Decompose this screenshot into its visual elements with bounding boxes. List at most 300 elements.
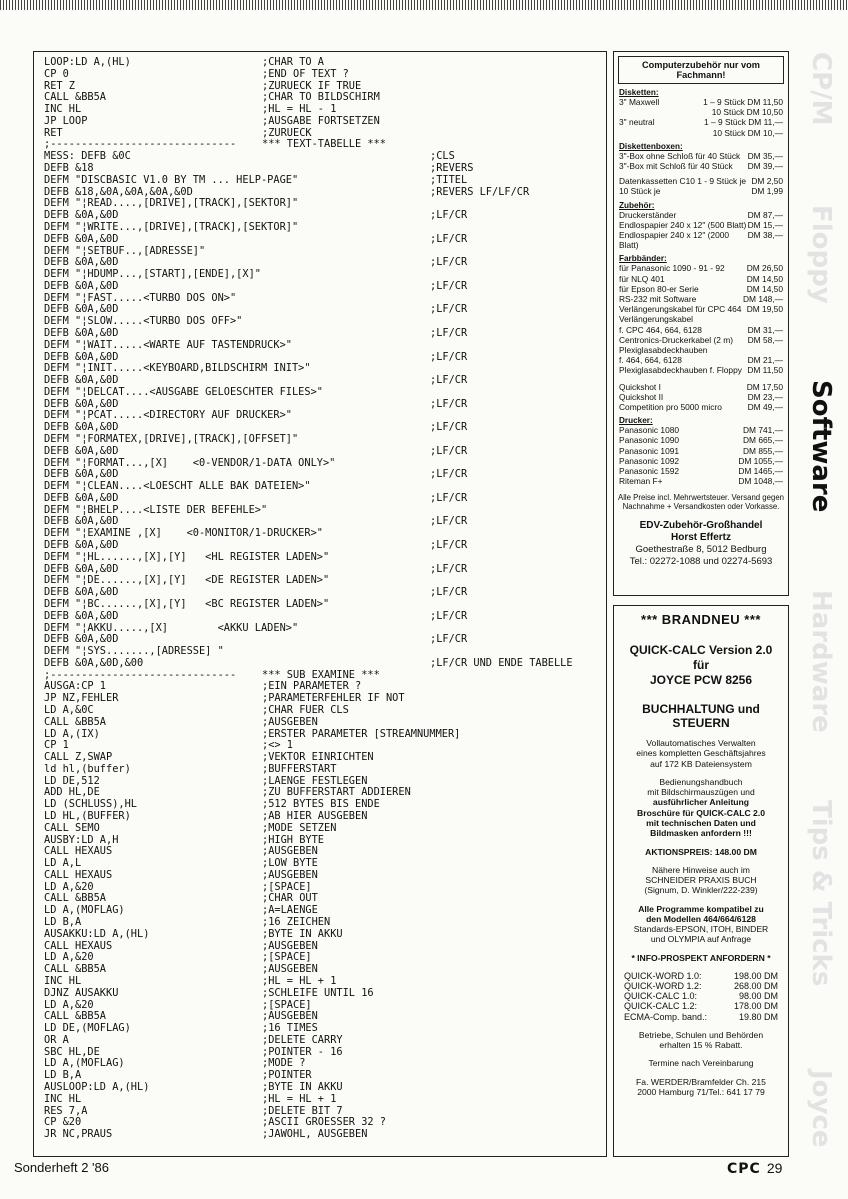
code-line [44,316,604,328]
side-tab-cpm: CP/M [806,52,836,126]
code-comment: ;BYTE IN AKKU [262,927,343,940]
item-price: DM 15,— [747,219,783,230]
price-row [619,210,783,220]
code-line [44,246,604,258]
info-prospekt: * INFO-PROSPEKT ANFORDERN * [631,952,771,963]
code-comment: ;EIN PARAMETER ? [262,680,362,693]
code-instruction: INC HL [44,103,82,116]
code-instruction: DEFM "¦BC......,[X],[Y] <BC REGISTER LADEN>" [44,597,330,610]
item-label: 3"-Box ohne Schloß für 40 Stück [619,150,741,161]
code-comment: ;LF/CR [430,397,468,410]
code-comment: ;LF/CR [430,586,468,599]
code-instruction: DEFM "¦SLOW.....<TURBO DOS OFF>" [44,315,243,328]
code-instruction: CALL &BB5A [44,1010,106,1023]
code-instruction: DEFM "¦HL......,[X],[Y] <HL REGISTER LADEN>" [44,550,330,563]
code-instruction: DEFM "¦FORMAT...,[X] <0-VENDOR/1-DATA ONLY>" [44,456,336,469]
code-line [44,1082,604,1094]
code-instruction: CALL HEXAUS [44,868,113,881]
code-line [44,552,604,564]
code-comment: ;REVERS LF/LF/CR [430,185,530,198]
item-label: für NLQ 401 [619,273,665,284]
code-comment: ;AB HIER AUSGEBEN [262,810,368,822]
item-price: 10 Stück DM 10,50 [711,107,783,118]
code-instruction: DEFB &0A,&0D [44,562,119,575]
side-tab-tips: Tips & Tricks [806,800,836,987]
code-comment: ;A=LAENGE [262,904,318,917]
code-instruction: DEFB &0A,&0D [44,209,119,222]
price-row [619,476,783,486]
code-comment: ;<> 1 [262,739,293,752]
item-price: DM 665,— [742,435,783,446]
quickshot-section [614,382,788,413]
code-comment: ;AUSGABE FORTSETZEN [262,114,380,127]
item-price: DM 855,— [742,445,783,456]
book-hint: Nähere Hinweise auch im SCHNEIDER PRAXIS BUCH (Signum, D. Winkler/222-239) [644,864,758,896]
code-instruction: DEFM "¦SYS.......,[ADRESSE] " [44,645,224,658]
price-row [619,304,783,314]
code-comment: ;AUSGEBEN [262,963,318,976]
code-line [44,222,604,234]
code-line [44,410,604,422]
code-instruction: CP 1 [44,739,69,752]
code-instruction: CALL HEXAUS [44,939,113,952]
code-instruction: DEFM "¦WRITE...,[DRIVE],[TRACK],[SEKTOR]" [44,220,299,233]
item-label: Panasonic 1091 [619,445,680,456]
code-line [44,175,604,187]
item-label: Plexiglasabdeckhauben f. Floppy [619,365,742,376]
code-comment: ;LF/CR [430,562,468,575]
item-price: DM 1055,— [738,455,783,466]
item-price: DM 14,50 [746,283,783,294]
code-line [44,729,604,741]
code-line [44,57,604,69]
code-comment: ;REVERS [430,162,474,175]
code-comment: *** SUB EXAMINE *** [262,668,380,681]
code-comment: ;MODE ? [262,1057,306,1070]
code-line [44,340,604,352]
price-row [619,314,783,324]
price-row [619,263,783,273]
diskettenboxen-section: Diskettenboxen: 3"-Box ohne Schloß für 40 Stück DM 35,— 3"-Box mit Schloß für 40 Stück DM 39,— Datenkassetten C10 1 - 9 Stück je DM 2,50 10 Stück je DM 1,99 [619,141,783,197]
company-address: EDV-Zubehör-Großhandel Horst Effertz Goethestraße 8, 5012 Bedburg Tel.: 02272-1088 und 02274-5693 [629,519,773,567]
code-line [44,611,604,623]
code-instruction: LD A,(MOFLAG) [44,1057,125,1070]
code-line [44,882,604,894]
code-comment: ;ZURUECK IF TRUE [262,79,362,92]
code-instruction: DEFM "¦AKKU.....,[X] <AKKU LADEN>" [44,621,299,634]
code-instruction: DEFB &0A,&0D [44,421,119,434]
code-line [44,929,604,941]
code-instruction: CP &20 [44,1116,82,1129]
price-row [619,107,783,117]
code-comment: ;LF/CR [430,609,468,622]
code-line [44,1058,604,1070]
code-line [44,1035,604,1047]
code-comment: ;LF/CR [430,209,468,222]
item-label: Panasonic 1092 [619,455,680,466]
item-label: Endlospapier 240 x 12" (2000 Blatt) [619,230,730,251]
code-comment: ;[SPACE] [262,951,312,964]
code-comment: ;LF/CR [430,374,468,387]
code-comment: ;AUSGEBEN [262,845,318,858]
code-line [44,858,604,870]
cpc-logo: CPC [727,1161,761,1177]
code-comment: ;VEKTOR EINRICHTEN [262,751,374,764]
price-row [619,230,783,250]
code-line [44,281,604,293]
price-row [619,186,783,196]
handbook-info: Bedienungshandbuch mit Bildschirmauszügen und ausführlicher Anleitung Broschüre für QUICK-CALC 2.0 mit technischen Daten und Bildmasken anfordern !!! [637,776,765,839]
code-instruction: DEFM "DISCBASIC V1.0 BY TM ... HELP-PAGE" [44,173,299,186]
item-price: DM 58,— [747,334,783,345]
item-label: Datenkassetten C10 1 - 9 Stück je [619,176,747,187]
code-comment: ;[SPACE] [262,880,312,893]
code-comment: ;AUSGEBEN [262,868,318,881]
code-comment: ;LF/CR [430,350,468,363]
code-comment: ;END OF TEXT ? [262,67,349,80]
code-line [44,870,604,882]
code-instruction: DEFB &0A,&0D [44,303,119,316]
item-label: Centronics-Druckerkabel (2 m) [619,334,734,345]
code-comment: ;POINTER [262,1069,312,1082]
code-line [44,328,604,340]
code-instruction: DEFB &0A,&0D,&00 [44,656,144,669]
code-instruction: DEFM "¦DE......,[X],[Y] <DE REGISTER LADEN>" [44,574,330,587]
code-line [44,293,604,305]
item-price: DM 38,— [747,230,783,241]
code-comment: ;LF/CR [430,491,468,504]
price-row [619,456,783,466]
code-instruction: CALL HEXAUS [44,845,113,858]
drucker-section: Drucker: Panasonic 1080 DM 741,— Panasonic 1090 DM 665,— Panasonic 1091 DM 855,— Panasonic 1092 DM 1055,— Panasonic 1592 DM 1465,— Riteman F+ DM 1048,— [619,416,783,487]
item-price: 1 – 9 Stück DM 11,— [704,117,783,128]
code-comment: ;LF/CR [430,232,468,245]
code-comment: ;LF/CR [430,444,468,457]
code-instruction: DEFB &18 [44,162,94,175]
price-row [624,1012,778,1022]
code-comment: ;16 TIMES [262,1022,318,1035]
item-price: DM 19,50 [746,304,783,315]
code-instruction: CALL SEMO [44,821,100,834]
code-instruction: CALL &BB5A [44,91,106,104]
code-line [44,446,604,458]
issue-label: Sonderheft 2 '86 [14,1160,109,1175]
code-line [44,658,604,670]
code-comment: ;LOW BYTE [262,857,318,870]
code-comment: ;CHAR TO A [262,56,324,68]
item-price: DM 1465,— [738,466,783,477]
price-row [619,345,783,355]
code-instruction: JP LOOP [44,114,88,127]
code-comment: ;TITEL [430,173,468,186]
code-line [44,493,604,505]
code-line [44,151,604,163]
price-row [624,991,778,1001]
code-line [44,528,604,540]
compatibility-info: Alle Programme kompatibel zu den Modellen 464/664/6128 Standards-EPSON, ITOH, BINDER und OLYMPIA auf Anfrage [633,903,769,945]
item-price: 10 Stück DM 10,— [712,127,783,138]
item-label: für Panasonic 1090 - 91 - 92 [619,263,725,274]
price-row [619,176,783,186]
code-instruction: DEFM "¦FORMATEX,[DRIVE],[TRACK],[OFFSET]" [44,433,299,445]
code-comment: ;LF/CR [430,468,468,481]
price-row [619,117,783,127]
item-label: QUICK-WORD 1.0: [624,970,702,981]
price-row [619,151,783,161]
code-instruction: DEFM "¦HDUMP...,[START],[ENDE],[X]" [44,268,261,281]
item-price: DM 31,— [747,324,783,335]
side-tab-hardware: Hardware [806,590,836,733]
code-line [44,941,604,953]
code-instruction: DEFB &18,&0A,&0A,&0A,&0D [44,185,193,198]
code-line [44,505,604,517]
code-comment: ;LF/CR UND ENDE TABELLE [430,656,573,669]
code-line [44,705,604,717]
price-row [619,284,783,294]
code-instruction: DEFB &0A,&0D [44,539,119,552]
item-label: Competition pro 5000 micro [619,402,722,413]
item-label: Endlospapier 240 x 12" (500 Blatt) [619,219,747,230]
code-instruction: DEFB &0A,&0D [44,468,119,481]
code-instruction: DEFB &0A,&0D [44,444,119,457]
item-price: DM 23,— [747,391,783,402]
code-line [44,458,604,470]
code-line [44,976,604,988]
item-label: Riteman F+ [619,476,663,487]
code-instruction: DEFM "¦FAST.....<TURBO DOS ON>" [44,291,237,304]
item-label: 3"-Box mit Schloß für 40 Stück [619,161,733,172]
page-number: 29 [766,1160,783,1176]
item-label: ECMA-Comp. band.: [624,1011,708,1022]
code-instruction: DEFM "¦DELCAT....<AUSGABE GELOESCHTER FILES>" [44,385,323,398]
code-line [44,575,604,587]
item-label: QUICK-CALC 1.0: [624,991,698,1002]
code-comment: ;PARAMETERFEHLER IF NOT [262,692,405,705]
code-line [44,893,604,905]
item-label: 3" neutral [619,117,655,128]
item-label: QUICK-CALC 1.2: [624,1001,698,1012]
rabatt-info: Betriebe, Schulen und Behörden erhalten 15 % Rabatt. [638,1029,764,1051]
item-label: Panasonic 1090 [619,435,680,446]
item-price: DM 2,50 [751,176,783,187]
disketten-section: Disketten: 3" Maxwell 1 – 9 Stück DM 11,50 10 Stück DM 10,50 3" neutral 1 – 9 Stück DM 11,— 10 Stück DM 10,— [619,88,783,138]
code-instruction: RET [44,126,63,139]
code-comment: ;AUSGEBEN [262,939,318,952]
code-instruction: DEFB &0A,&0D [44,491,119,504]
item-price: DM 35,— [747,150,783,161]
code-instruction: DEFB &0A,&0D [44,326,119,339]
code-instruction: RET Z [44,79,75,92]
item-price: DM 49,— [747,402,783,413]
price-row [619,335,783,345]
code-comment: ;HL = HL - 1 [262,103,337,116]
item-label: für Epson 80-er Serie [619,283,699,294]
code-comment: ;LF/CR [430,326,468,339]
code-instruction: ;------------------------------ [44,668,237,681]
code-instruction: LD DE,512 [44,774,100,787]
code-instruction: OR A [44,1033,69,1046]
code-comment: ;CLS [430,150,455,163]
code-line [44,116,604,128]
item-label: 10 Stück je [619,186,661,197]
code-instruction: LD A,(IX) [44,727,100,740]
werder-address: Fa. WERDER/Bramfelder Ch. 215 2000 Hamburg 71/Tel.: 641 17 79 [636,1076,766,1097]
price-row [619,97,783,107]
code-line [44,1129,604,1141]
code-instruction: LD B,A [44,1069,82,1082]
price-row [619,466,783,476]
code-instruction: AUSBY:LD A,H [44,833,119,846]
code-instruction: ;------------------------------ [44,138,237,151]
item-price: DM 39,— [747,161,783,172]
code-instruction: AUSLOOP:LD A,(HL) [44,1080,150,1093]
code-instruction: AUSAKKU:LD A,(HL) [44,927,150,940]
code-instruction: LD B,A [44,916,82,929]
code-listing [44,57,604,1141]
code-comment: ;ERSTER PARAMETER [STREAMNUMMER] [262,727,461,740]
side-tab-joyce: Joyce [806,1070,836,1148]
item-label: f. CPC 464, 664, 6128 [619,324,702,335]
code-instruction: CALL &BB5A [44,892,106,905]
code-line [44,764,604,776]
code-comment: ;LF/CR [430,279,468,292]
quick-calc-ad [613,605,789,1157]
price-row [619,382,783,392]
code-instruction: AUSGA:CP 1 [44,680,106,693]
code-instruction: DEFM "¦CLEAN....<LOESCHT ALLE BAK DATEIEN>" [44,480,311,493]
price-row [619,161,783,171]
product-description: Vollautomatisches Verwalten eines kompletten Geschäftsjahres auf 172 KB Dateiensystem [636,738,766,769]
item-price: 98.00 DM [738,991,778,1002]
item-label: Verlängerungskabel für CPC 464 [619,304,742,315]
code-comment: ;ZU BUFFERSTART ADDIEREN [262,786,411,799]
code-instruction: DEFM "¦WAIT.....<WARTE AUF TASTENDRUCK>" [44,338,292,351]
code-instruction: SBC HL,DE [44,1045,100,1058]
code-comment: ;ZURUECK [262,126,312,139]
item-label: Quickshot II [619,391,664,402]
code-instruction: JP NZ,FEHLER [44,692,119,705]
code-instruction: LD DE,(MOFLAG) [44,1022,131,1035]
item-label: Panasonic 1080 [619,425,680,436]
code-comment: ;LF/CR [430,539,468,552]
code-comment: ;HL = HL + 1 [262,974,337,987]
code-comment: ;LF/CR [430,303,468,316]
price-table [624,971,778,1022]
item-price: 198.00 DM [733,970,778,981]
item-price: DM 11,50 [747,365,783,376]
code-comment: ;LF/CR [430,421,468,434]
price-row [619,294,783,304]
item-price: DM 14,50 [746,273,783,284]
code-listing-frame [33,51,607,1157]
code-comment: ;CHAR OUT [262,892,318,905]
price-row [619,355,783,365]
code-instruction: LD A,&20 [44,951,94,964]
price-row [619,220,783,230]
item-price: 19.80 DM [738,1011,778,1022]
code-comment: ;BYTE IN AKKU [262,1080,343,1093]
code-instruction: LD A,(MOFLAG) [44,904,125,917]
price-row [619,128,783,138]
product-title: QUICK-CALC Version 2.0 für JOYCE PCW 8256 [629,643,773,687]
code-line [44,434,604,446]
price-row [624,981,778,991]
code-line [44,198,604,210]
item-price: DM 26,50 [746,263,783,274]
item-price: DM 17,50 [746,381,783,392]
item-label: Verlängerungskabel [619,314,694,325]
code-comment: ;JAWOHL, AUSGEBEN [262,1128,368,1141]
code-comment: ;HIGH BYTE [262,833,324,846]
code-line [44,269,604,281]
page-footer [727,1160,782,1177]
code-instruction: DJNZ AUSAKKU [44,986,119,999]
code-comment: ;POINTER - 16 [262,1045,343,1058]
code-instruction: LD A,L [44,857,82,870]
code-comment: ;ASCII GROESSER 32 ? [262,1116,386,1129]
code-comment: ;[SPACE] [262,998,312,1011]
code-comment: ;LAENGE FESTLEGEN [262,774,368,787]
price-row [619,392,783,402]
item-price: DM 148,— [742,294,783,305]
price-row [619,425,783,435]
code-instruction: DEFB &0A,&0D [44,232,119,245]
price-note: Alle Preise incl. Mehrwertsteuer. Versand gegen Nachnahme + Versandkosten oder Vorkasse. [618,492,784,511]
code-comment: ;AUSGEBEN [262,1010,318,1023]
code-instruction: DEFB &0A,&0D [44,279,119,292]
code-line [44,952,604,964]
code-instruction: DEFB &0A,&0D [44,586,119,599]
code-comment: ;BUFFERSTART [262,762,337,775]
code-instruction: CP 0 [44,67,69,80]
code-line [44,1094,604,1106]
code-instruction: CALL &BB5A [44,715,106,728]
code-line [44,387,604,399]
price-row [619,435,783,445]
code-instruction: DEFB &0A,&0D [44,374,119,387]
code-comment: ;LF/CR [430,256,468,269]
item-label: 3" Maxwell [619,97,660,107]
top-dotted-border [0,0,848,10]
code-instruction: LOOP:LD A,(HL) [44,56,131,68]
code-line [44,835,604,847]
zubehoer-section: Zubehör: Druckerständer DM 87,— Endlospapier 240 x 12" (500 Blatt) DM 15,— Endlospapier 240 x 12" (2000 Blatt) DM 38,— [619,200,783,251]
code-instruction: JR NC,PRAUS [44,1128,113,1141]
code-line [44,481,604,493]
code-line [44,811,604,823]
code-instruction: CALL Z,SWAP [44,751,113,764]
item-label: f. 464, 664, 6128 [619,355,682,366]
code-instruction: DEFM "¦PCAT.....<DIRECTORY AUF DRUCKER>" [44,409,292,422]
price-row [624,971,778,981]
code-comment: ;CHAR TO BILDSCHIRM [262,91,380,104]
code-comment: ;512 BYTES BIS ENDE [262,798,380,811]
code-instruction: DEFM "¦EXAMINE ,[X] <0-MONITOR/1-DRUCKER>" [44,527,323,540]
code-instruction: DEFM "¦SETBUF..,[ADRESSE]" [44,244,206,257]
code-comment: ;LF/CR [430,515,468,528]
code-instruction: DEFB &0A,&0D [44,397,119,410]
code-instruction: LD (SCHLUSS),HL [44,798,137,811]
item-price: DM 741,— [742,425,783,436]
code-instruction: DEFB &0A,&0D [44,256,119,269]
termine: Termine nach Vereinbarung [648,1058,754,1069]
code-line [44,988,604,1000]
item-label: Plexiglasabdeckhauben [619,345,708,356]
item-price: 268.00 DM [733,980,778,991]
code-line [44,717,604,729]
item-price: DM 1048,— [738,476,783,487]
code-instruction: CALL &BB5A [44,963,106,976]
